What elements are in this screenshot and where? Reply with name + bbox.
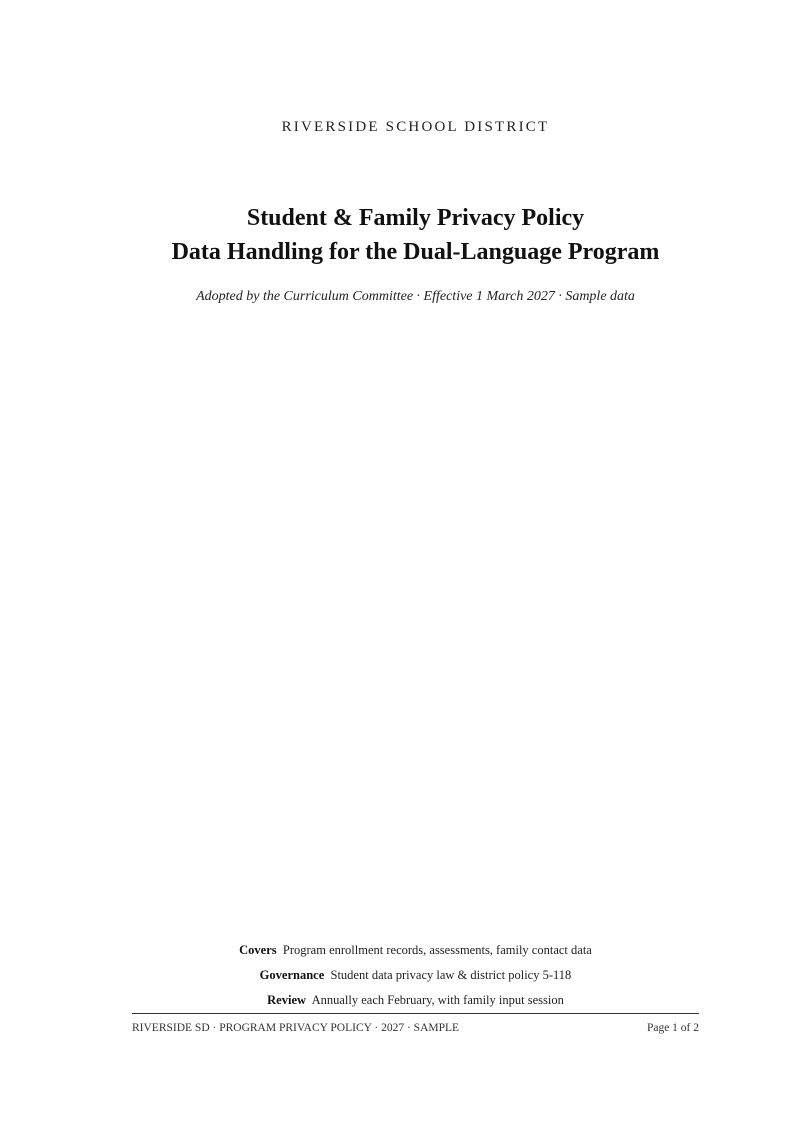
detail-label: Review xyxy=(267,993,307,1007)
footer-document-label: RIVERSIDE SD · PROGRAM PRIVACY POLICY · 2027 · SAMPLE xyxy=(132,1022,460,1034)
detail-value: Student data privacy law & district policy 5-118 xyxy=(330,968,572,982)
detail-row-covers xyxy=(0,942,794,958)
detail-row-review xyxy=(0,992,794,1008)
adoption-note: Adopted by the Curriculum Committee · Effective 1 March 2027 · Sample data xyxy=(196,289,635,304)
detail-row-governance xyxy=(0,967,794,983)
detail-value: Annually each February, with family input session xyxy=(311,993,564,1007)
detail-label: Covers xyxy=(239,943,277,957)
page-number: Page 1 of 2 xyxy=(646,1022,699,1034)
page-footer xyxy=(132,1022,699,1038)
footer-divider xyxy=(132,1013,699,1014)
policy-subtitle: Data Handling for the Dual-Language Program xyxy=(171,239,660,265)
detail-label: Governance xyxy=(259,968,325,982)
district-name: RIVERSIDE SCHOOL DISTRICT xyxy=(281,119,550,135)
policy-title: Student & Family Privacy Policy xyxy=(246,205,585,231)
detail-value: Program enrollment records, assessments, family contact data xyxy=(282,943,592,957)
